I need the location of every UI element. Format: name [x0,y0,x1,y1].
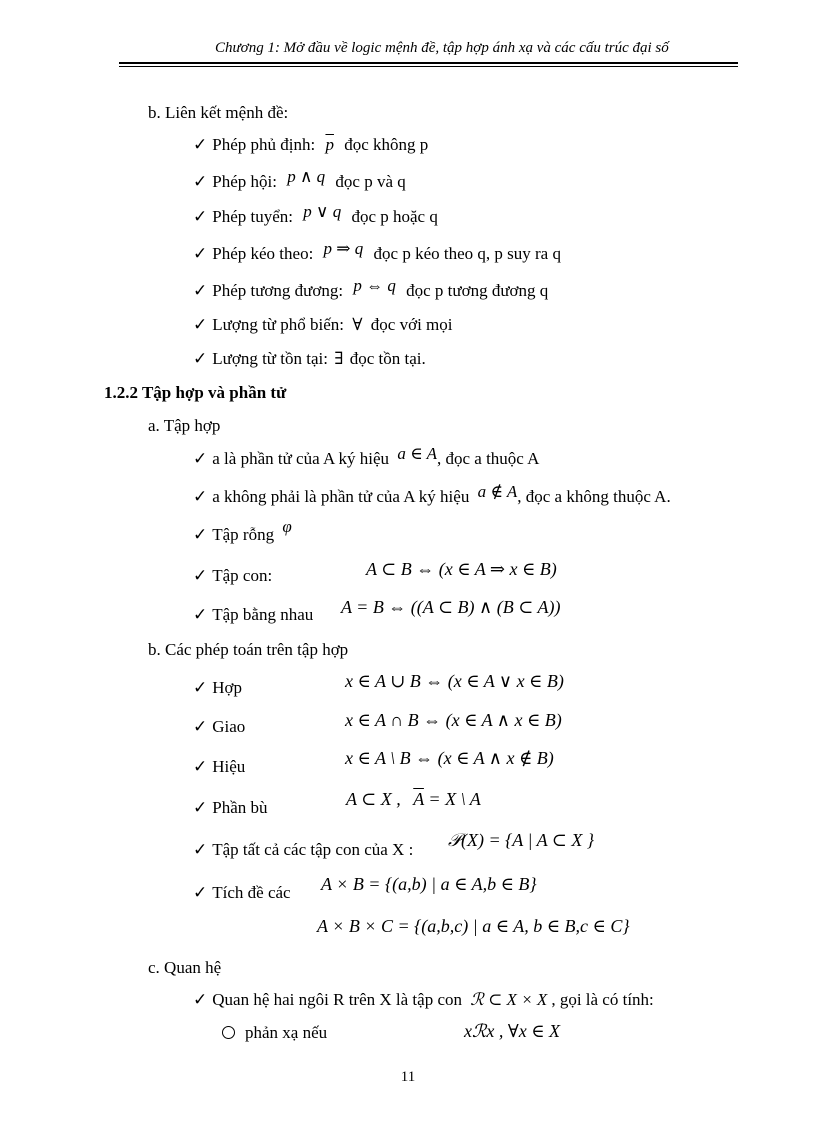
math-cartesian: A × B = {(a,b) | a ∈ A,b ∈ B} [321,874,537,894]
list-item-khong-thuoc [193,482,671,507]
math-p-and-q: p ∧ q [287,167,326,186]
item-label: Lượng từ tồn tại: [212,349,328,368]
checkmark-icon: ✓ [193,281,208,300]
checkmark-icon: ✓ [193,990,208,1009]
checkmark-icon: ✓ [193,883,208,902]
list-item-tuyen [193,202,438,227]
item-label: Phần bù [212,798,268,817]
list-item-keo-theo [193,239,561,264]
list-item-tap-rong [193,517,292,545]
item-label: Lượng từ phổ biến: [212,315,345,334]
checkmark-icon: ✓ [193,678,208,697]
header-rule-thin [119,66,738,67]
math-complement-right: = X \ A [423,789,481,809]
list-item-hieu [193,757,245,777]
item-label: Giao [212,717,246,736]
subheading-tap-hop: a. Tập hợp [148,416,221,435]
sub-item-phan-xa [222,1023,327,1043]
math-complement-bar: $\overline{A}$ [413,789,424,809]
math-intersection: x ∈ A ∩ B ⇔ (x ∈ A ∧ x ∈ B) [345,710,562,730]
checkmark-icon: ✓ [193,757,208,776]
item-desc: , đọc a không thuộc A. [517,487,671,506]
list-item-ton-tai [193,349,426,369]
forall-symbol: ∀ [352,315,363,334]
math-relation-subset: ℛ ⊂ X × X [470,990,548,1009]
item-label: Hiệu [212,757,246,776]
item-desc: , gọi là có tính: [551,990,654,1009]
item-label: Phép kéo theo: [212,244,314,263]
checkmark-icon: ✓ [193,244,208,263]
checkmark-icon: ✓ [193,605,208,624]
checkmark-icon: ✓ [193,349,208,368]
page-header: Chương 1: Mở đầu về logic mệnh đề, tập hợp ánh xạ và các cấu trúc đại số [215,40,669,56]
item-label: Phép hội: [212,172,277,191]
list-item-hop [193,678,242,698]
checkmark-icon: ✓ [193,566,208,585]
item-desc: đọc p và q [335,172,406,191]
item-desc: đọc tồn tại. [349,349,426,368]
list-item-quan-he [193,990,654,1010]
checkmark-icon: ✓ [193,840,208,859]
math-triple-product: A × B × C = {(a,b,c) | a ∈ A, b ∈ B,c ∈ C} [317,916,630,936]
checkmark-icon: ✓ [193,798,208,817]
item-label: a là phần tử của A ký hiệu [212,449,390,468]
item-desc: đọc p kéo theo q, p suy ra q [373,244,561,263]
item-label: Tập tất cả các tập con của X : [212,840,414,859]
list-item-phu-dinh [193,135,428,155]
list-item-tich-de-cac [193,883,291,903]
math-iff: p ⇔ q [353,276,396,295]
checkmark-icon: ✓ [193,449,208,468]
checkmark-icon: ✓ [193,487,208,506]
checkmark-icon: ✓ [193,172,208,191]
circle-bullet-icon [222,1026,235,1039]
item-desc: đọc với mọi [370,315,453,334]
math-reflexive: xℛx , ∀x ∈ X [464,1021,561,1041]
item-label: Quan hệ hai ngôi R trên X là tập con [212,990,462,1009]
subheading-quan-he: c. Quan hệ [148,958,222,977]
math-a-in-A: a ∈ A [397,444,437,463]
item-label: Tập bằng nhau [212,605,314,624]
section-title: 1.2.2 Tập hợp và phần tử [104,383,287,402]
item-label: Phép tuyển: [212,207,293,226]
item-desc: đọc p hoặc q [351,207,438,226]
math-difference: x ∈ A \ B ⇔ (x ∈ A ∧ x ∉ B) [345,748,554,768]
math-complement [346,789,481,810]
math-a-notin-A: a ∉ A [477,482,518,501]
item-label: Tích đề các [212,883,291,902]
math-p-or-q: p ∨ q [303,202,342,221]
item-label: Phép tương đương: [212,281,344,300]
item-desc: đọc không p [344,135,429,154]
list-item-thuoc [193,444,540,469]
item-label: Tập con: [212,566,273,585]
list-item-power-set [193,840,413,860]
checkmark-icon: ✓ [193,135,208,154]
list-item-pho-bien [193,315,453,335]
list-item-hoi [193,167,406,192]
item-label: a không phải là phần tử của A ký hiệu [212,487,470,506]
list-item-tap-con [193,566,272,586]
item-label: Phép phủ định: [212,135,316,154]
item-label: Hợp [212,678,243,697]
exists-symbol: ∃ [334,349,344,368]
checkmark-icon: ✓ [193,207,208,226]
page-number: 11 [400,1069,416,1085]
empty-set-symbol: φ [282,517,292,536]
math-equal-def: A = B ⇔ ((A ⊂ B) ∧ (B ⊂ A)) [341,597,561,617]
checkmark-icon: ✓ [193,525,208,544]
math-complement-left: A ⊂ X , [346,789,401,809]
checkmark-icon: ✓ [193,717,208,736]
item-desc: , đọc a thuộc A [436,449,540,468]
math-subset-def: A ⊂ B ⇔ (x ∈ A ⇒ x ∈ B) [366,559,557,579]
item-desc: đọc p tương đương q [406,281,549,300]
item-label: Tập rỗng [212,525,275,544]
item-label: phản xạ nếu [245,1023,328,1042]
math-power-set: 𝒫(X) = {A | A ⊂ X } [448,830,595,850]
list-item-tuong-duong [193,276,549,301]
header-rule-thick [119,62,738,64]
subheading-lien-ket: b. Liên kết mệnh đề: [148,103,289,122]
list-item-giao [193,717,245,737]
math-implies: p ⇒ q [323,239,364,258]
math-union: x ∈ A ∪ B ⇔ (x ∈ A ∨ x ∈ B) [345,671,564,691]
subheading-phep-toan: b. Các phép toán trên tập hợp [148,640,349,659]
list-item-bang-nhau [193,605,313,625]
checkmark-icon: ✓ [193,315,208,334]
math-not-p: $\overline{p}$ [325,135,334,154]
list-item-phan-bu [193,798,268,818]
